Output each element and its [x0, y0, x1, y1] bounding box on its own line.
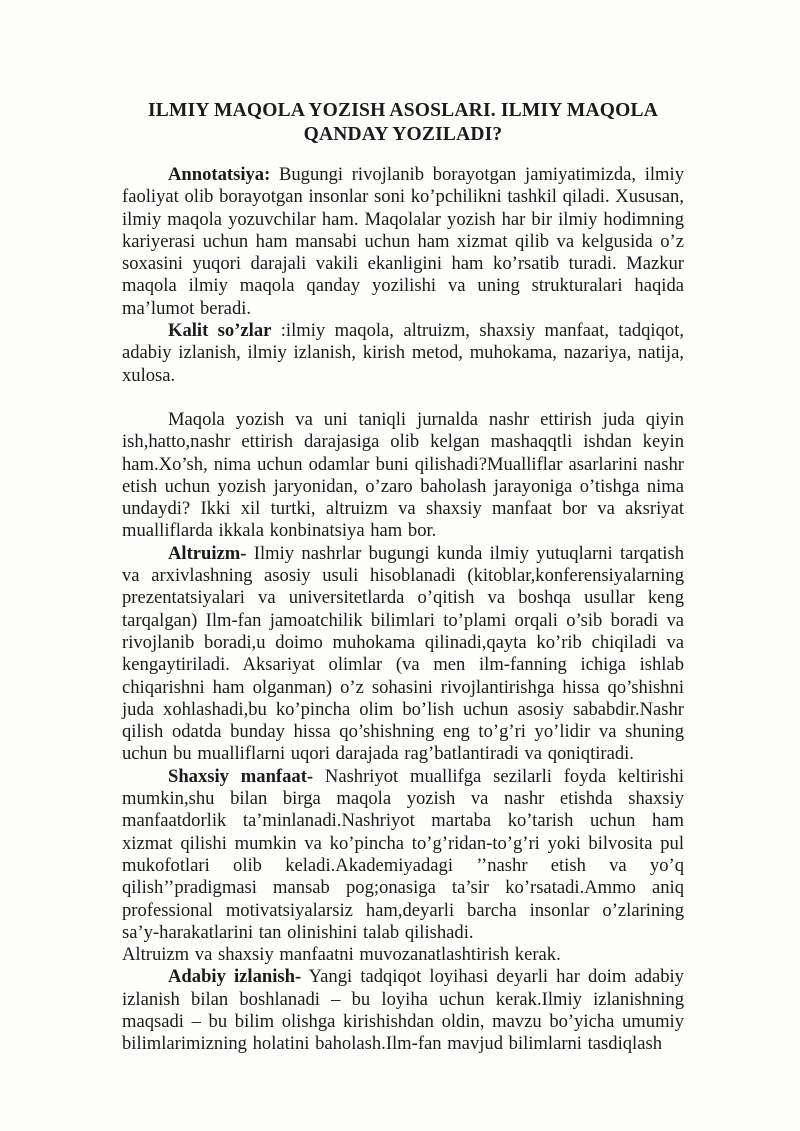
paragraph-balance-note-text: Altruizm va shaxsiy manfaatni muvozanatlashtirish kerak. [122, 944, 561, 966]
paragraph-annotation [122, 164, 684, 320]
paragraph-altruism [122, 543, 684, 766]
paragraph-keywords [122, 320, 684, 387]
blank-line [122, 387, 684, 409]
paragraph-literature-search-lead: Adabiy izlanish- [168, 966, 302, 988]
paragraph-intro [122, 409, 684, 543]
paragraph-literature-search [122, 966, 684, 1055]
document-content [122, 99, 684, 1056]
paragraph-literature-search-text: Yangi tadqiqot loyihasi deyarli har doim adabiy izlanish bilan boshlanadi – bu loyiha uchun kerak.Ilmiy izlanishning maqsadi – bu bilim olishga kirishishdan oldin, mavzu bo’yicha umumiy bilimlarimizning holatini baholash.Ilm-fan mavjud bilimlarni tasdiqlash [122, 966, 684, 1055]
document-title [122, 99, 684, 147]
paragraph-personal-interest-lead: Shaxsiy manfaat- [168, 765, 314, 787]
paragraph-personal-interest-text: Nashriyot muallifga sezilarli foyda keltirishi mumkin,shu bilan birga maqola yozish va nashr etishda shaxsiy manfaatdorlik ta’minlanadi.Nashriyot martaba ko’tarish uchun ham xizmat qilishi mumkin va ko’pincha to’g’ridan-to’g’ri yoki bilvosita pul mukofotlari olib keladi.Akademiyadagi ’’nashr etish va yo’q qilish’’pradigmasi mansab pog;onasiga ta’sir ko’rsatadi.Ammo aniq professional motivatsiyalarsiz ham,deyarli barcha insonlar o’zlarining sa’y-harakatlarini tan olinishini talab qilishadi. [122, 765, 684, 943]
paragraph-annotation-text: Bugungi rivojlanib borayotgan jamiyatimizda, ilmiy faoliyat olib borayotgan insonlar soni ko’pchilikni tashkil qiladi. Xususan, ilmiy maqola yozuvchilar ham. Maqolalar yozish har bir ilmiy hodimning kariyerasi uchun ham mansabi uchun ham xizmat qilib va kelgusida o’z soxasini yuqori darajali vakili ekanligini ham ko’rsatib turadi. Mazkur maqola ilmiy maqola qanday yozilishi va uning strukturalari haqida ma’lumot beradi. [122, 164, 684, 319]
paragraph-keywords-text: :ilmiy maqola, altruizm, shaxsiy manfaat, tadqiqot, adabiy izlanish, ilmiy izlanish, kirish metod, muhokama, nazariya, natija, xulosa. [122, 320, 685, 386]
document-title-line-1: ILMIY MAQOLA YOZISH ASOSLARI. ILMIY MAQOLA [147, 100, 659, 121]
paragraph-personal-interest [122, 766, 684, 944]
paragraph-balance-note [122, 944, 684, 966]
paragraph-annotation-lead: Annotatsiya: [168, 164, 271, 185]
document-title-line-2: QANDAY YOZILADI? [303, 124, 503, 145]
paragraph-altruism-lead: Altruizm- [168, 542, 247, 564]
paragraph-altruism-text: Ilmiy nashrlar bugungi kunda ilmiy yutuqlarni tarqatish va arxivlashning asosiy usuli hisoblanadi (kitoblar,konferensiyalarning prezentatsiyalari va universitetlarda o’qitish va boshqa usullar keng tarqalgan) Ilm-fan jamoatchilik bilimlari to’plami orqali o’sib boradi va rivojlanib boradi,u doimo muhokama qilinadi,qayta ko’rib chiqiladi va kengaytiriladi. Aksariyat olimlar (va men ilm-fanning ichiga ishlab chiqarishni ham olganman) o’z sohasini rivojlantirishga hissa qo’shishni juda xohlashadi,bu ko’pincha olim bo’lish uchun asosiy sababdir.Nashr qilish odatda bunday hissa qo’shishning eng to’g’ri yo’lidir va shuning uchun bu mualliflarni uqori darajada rag’batlantiradi va qoniqtiradi. [122, 542, 684, 765]
paragraph-keywords-lead: Kalit so’zlar [168, 320, 272, 342]
paragraph-intro-text: Maqola yozish va uni taniqli jurnalda nashr ettirish juda qiyin ish,hatto,nashr ettirish darajasiga olib kelgan mashaqqtli ishdan keyin ham.Xo’sh, nima uchun odamlar buni qilishadi?Mualliflar asarlarini nashr etish uchun yozish jaryonidan, o’zaro baholash jarayoniga o’tishga nima undaydi? Ikki xil turtki, altruizm va shaxsiy manfaat bor va aksriyat mualliflarda ikkala konbinatsiya ham bor. [122, 408, 684, 542]
